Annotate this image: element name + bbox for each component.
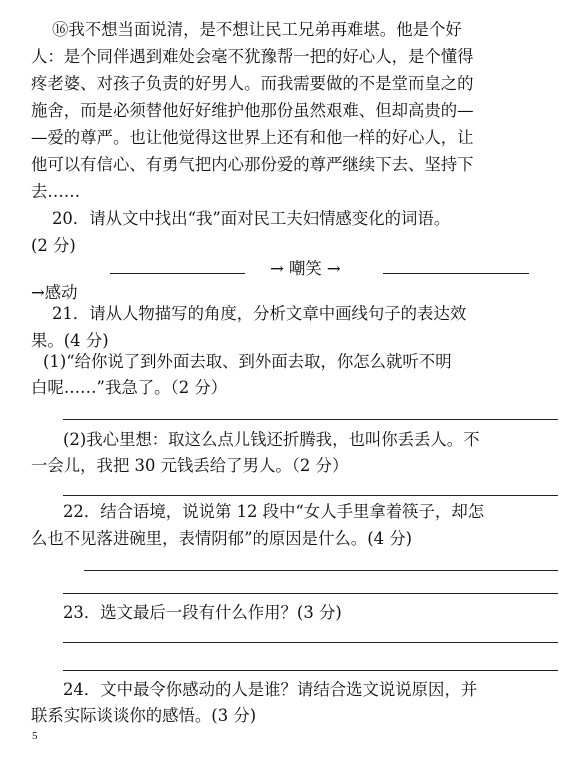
question-21-sub1-line-2: 白呢……”我急了。（2 分） — [31, 378, 228, 397]
question-22-text: 22．结合语境，说说第 12 段中“女人手里拿着筷子，却怎 — [63, 502, 485, 521]
answer-line-21-2[interactable] — [63, 495, 558, 496]
question-20-middle-word: → 嘲笑 → — [270, 259, 341, 278]
paragraph-16-line-6: 他可以有信心、有勇气把内心那份爱的尊严继续下去、坚持下 — [31, 155, 474, 174]
question-21-text: 21．请从人物描写的角度，分析文章中画线句子的表达效 — [52, 304, 467, 323]
question-20-score: (2 分) — [31, 236, 76, 255]
answer-blank-20b[interactable] — [383, 273, 529, 274]
answer-line-21-1[interactable] — [63, 419, 558, 420]
page-number: 5 — [32, 730, 38, 742]
answer-line-22-2[interactable] — [63, 593, 558, 594]
answer-line-23-1[interactable] — [63, 642, 558, 643]
question-23-text: 23．选文最后一段有什么作用？(3 分) — [63, 603, 342, 622]
question-21-sub2-line-2: 一会儿，我把 30 元钱丢给了男人。（2 分） — [31, 456, 349, 475]
question-24-score: 联系实际谈谈你的感悟。(3 分) — [31, 706, 257, 725]
question-22-score: 么也不见落进碗里，表情阴郁”的原因是什么。(4 分) — [31, 529, 413, 548]
paragraph-16-line-5: —爱的尊严。也让他觉得这世界上还有和他一样的好心人，让 — [31, 128, 474, 147]
question-20-text: 20．请从文中找出“我”面对民工夫妇情感变化的词语。 — [52, 209, 451, 228]
question-21-score: 果。(4 分) — [31, 331, 109, 350]
paragraph-16-line-7: 去…… — [31, 182, 81, 201]
answer-line-22-1[interactable] — [84, 570, 558, 571]
question-21-sub1-line-1: (1)“给你说了到外面去取、到外面去取，你怎么就听不明 — [43, 352, 452, 371]
paragraph-16-line-2: 人：是个同伴遇到难处会毫不犹豫帮一把的好心人，是个懂得 — [31, 47, 474, 66]
question-20-final-word: →感动 — [31, 283, 78, 302]
answer-blank-20a[interactable] — [110, 273, 245, 274]
paragraph-16-line-3: 疼老婆、对孩子负责的好男人。而我需要做的不是堂而皇之的 — [31, 74, 474, 93]
question-24-text: 24．文中最令你感动的人是谁？请结合选文说说原因，并 — [63, 680, 478, 699]
question-21-sub2-line-1: (2)我心里想：取这么点儿钱还折腾我，也叫你丢丢人。不 — [63, 430, 480, 449]
paragraph-16-line-1: ⑯我不想当面说清，是不想让民工兄弟再难堪。他是个好 — [52, 20, 462, 39]
answer-line-23-2[interactable] — [63, 670, 558, 671]
paragraph-16-line-4: 施舍，而是必须替他好好维护他那份虽然艰难、但却高贵的— — [31, 101, 474, 120]
